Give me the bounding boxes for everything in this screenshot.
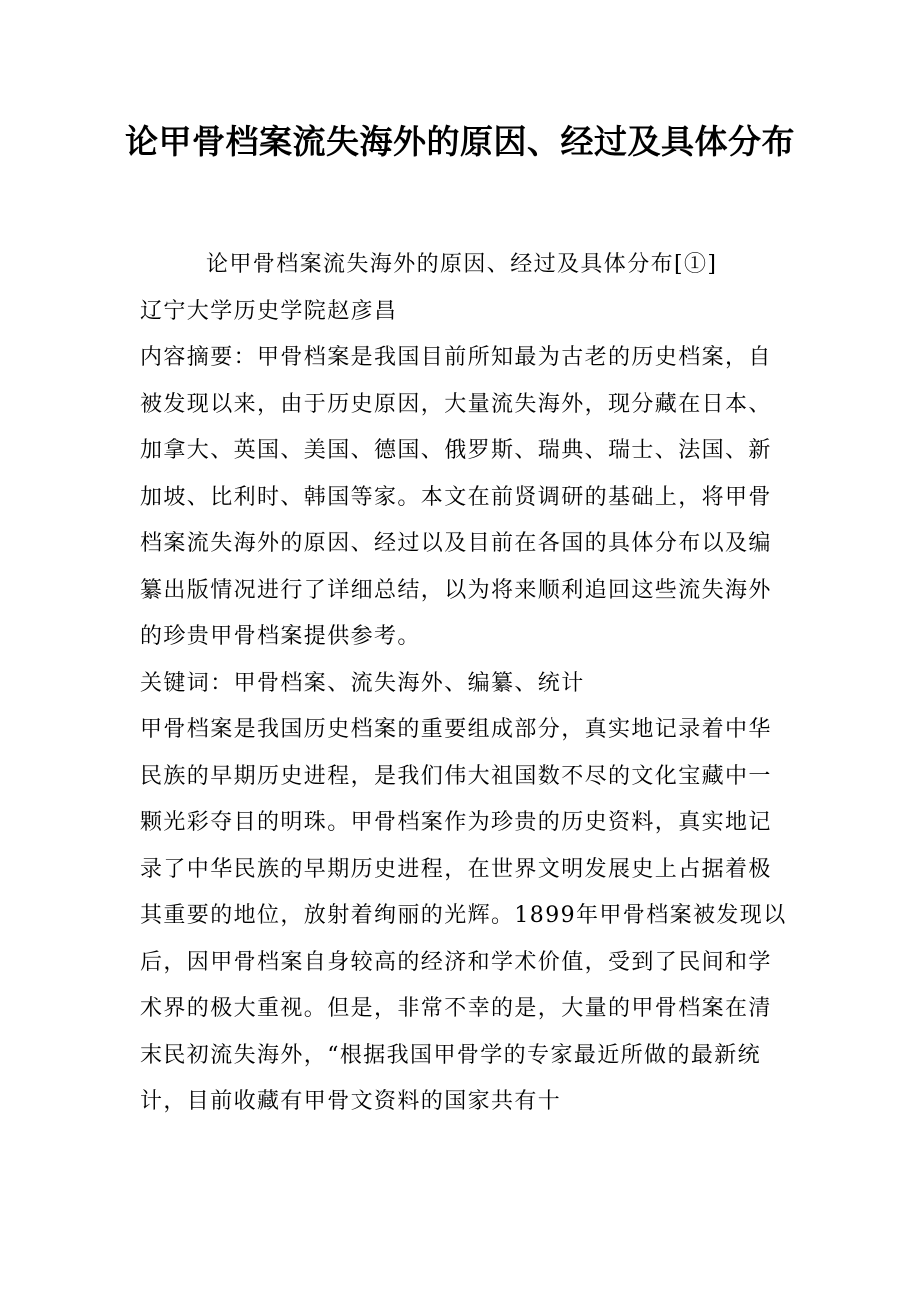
keywords-line: 关键词：甲骨档案、流失海外、编纂、统计 — [140, 670, 585, 696]
abstract-paragraph: 内容摘要：甲骨档案是我国目前所知最为古老的历史档案，自被发现以来，由于历史原因，大量流失海外，现分藏在日本、加拿大、英国、美国、德国、俄罗斯、瑞典、瑞士、法国、新加坡、比利时、韩国等家。本文在前贤调研的基础上，将甲骨档案流失海外的原因、经过以及目前在各国的具体分布以及编纂出版情况进行了详细总结，以为将来顺利追回这些流失海外的珍贵甲骨档案提供参考。 — [140, 345, 772, 649]
body-paragraph: 甲骨档案是我国历史档案的重要组成部分，真实地记录着中华民族的早期历史进程，是我们伟大祖国数不尽的文化宝藏中一颗光彩夺目的明珠。甲骨档案作为珍贵的历史资料，真实地记录了中华民族的早期历史进程，在世界文明发展史上占据着极其重要的地位，放射着绚丽的光辉。1899年甲骨档案被发现以后，因甲骨档案自身较高的经济和学术价值，受到了民间和学术界的极大重视。但是，非常不幸的是，大量的甲骨档案在清末民初流失海外，“根据我国甲骨学的专家最近所做的最新统计，目前收藏有甲骨文资料的国家共有十 — [140, 717, 787, 1114]
document-body — [140, 242, 794, 1126]
author-affiliation: 辽宁大学历史学院赵彦昌 — [140, 298, 398, 324]
document-subtitle: 论甲骨档案流失海外的原因、经过及具体分布[①] — [206, 252, 718, 277]
document-title: 论甲骨档案流失海外的原因、经过及具体分布 — [125, 122, 795, 161]
